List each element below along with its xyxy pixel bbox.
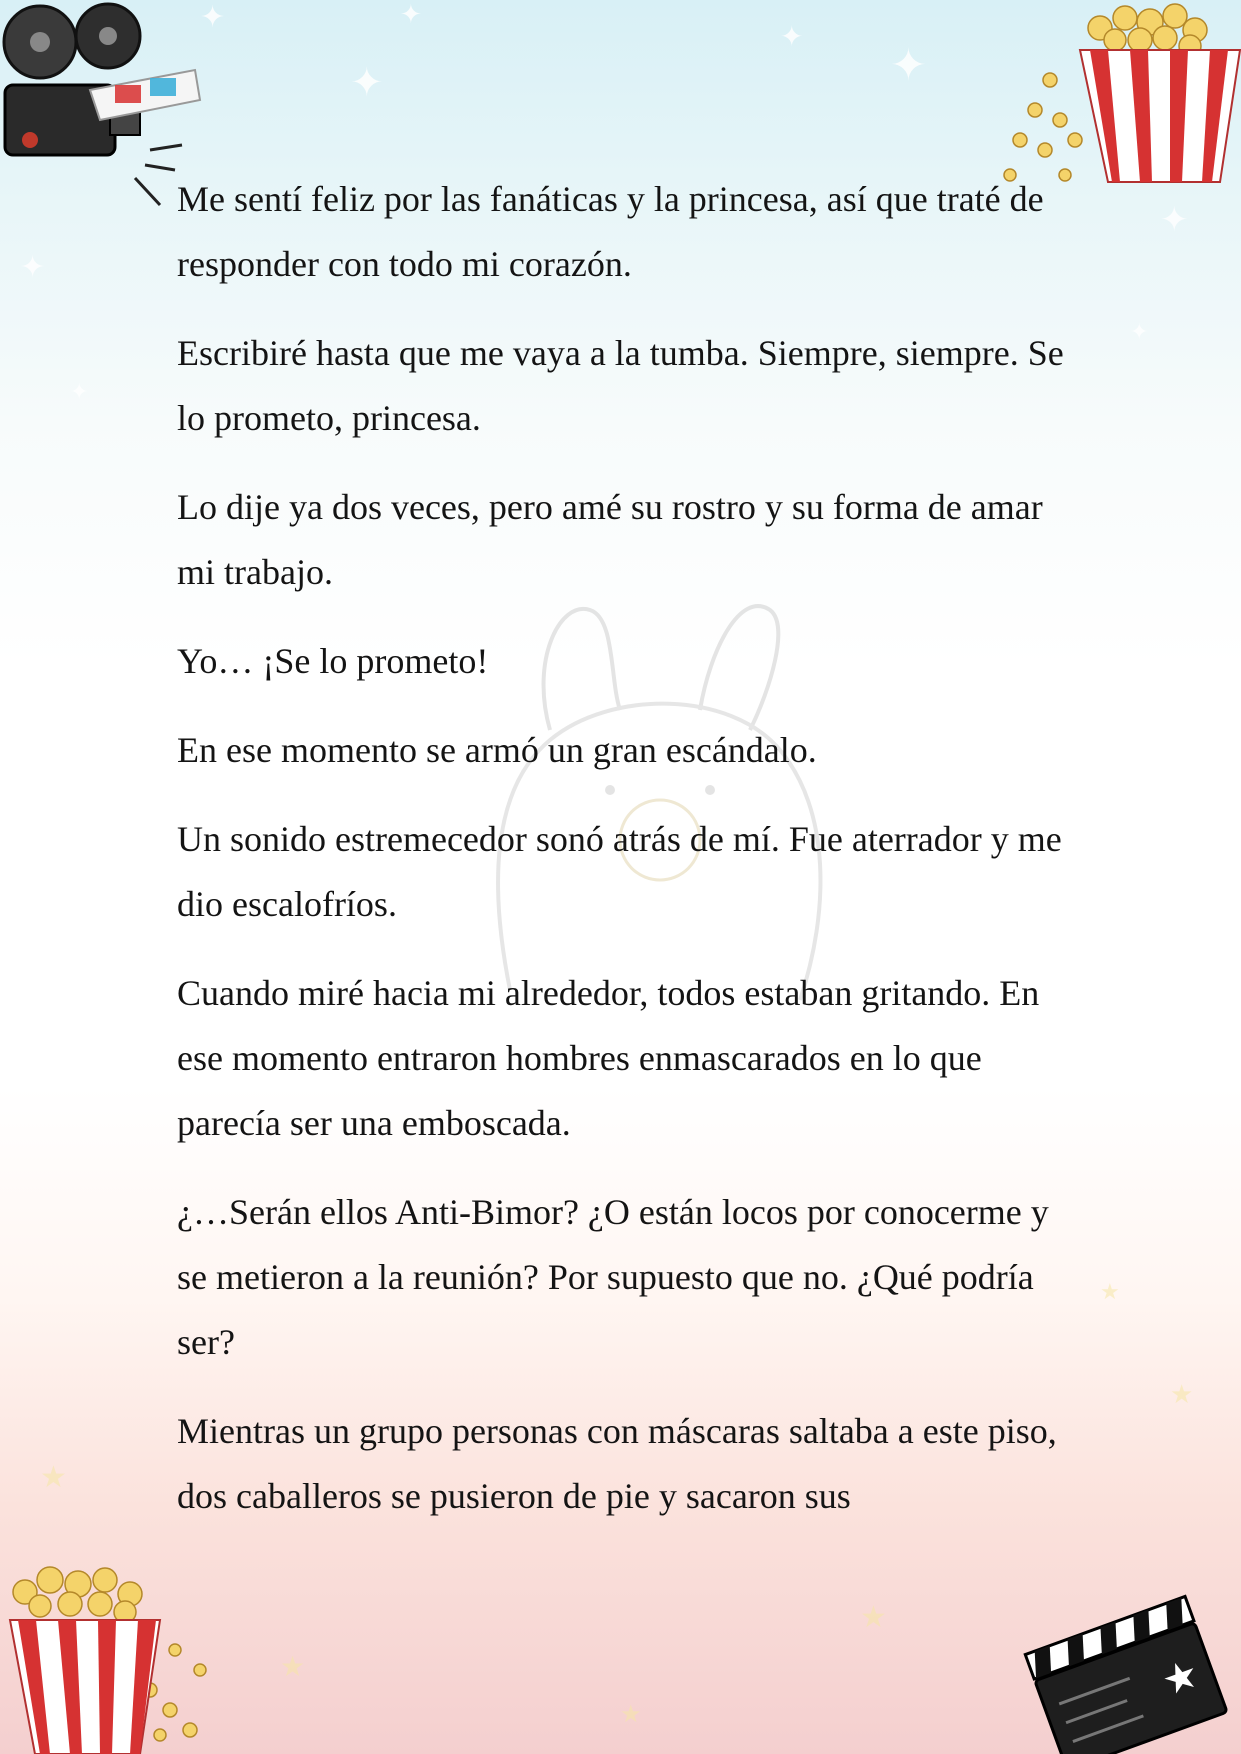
paragraph: Un sonido estremecedor sonó atrás de mí. Fue aterrador y me dio escalofríos. (177, 819, 1062, 924)
sparkle-icon: ✦ (1130, 320, 1149, 345)
svg-text:★: ★ (1155, 1650, 1206, 1706)
paragraph: Escribiré hasta que me vaya a la tumba. Siempre, siempre. Se lo prometo, princesa. (177, 333, 1064, 438)
star-icon: ★ (280, 1650, 306, 1683)
sparkle-icon: ✦ (70, 380, 89, 405)
paragraph: Mientras un grupo personas con máscaras saltaba a este piso, dos caballeros se pusieron de pie y sacaron sus (177, 1411, 1057, 1516)
sparkle-icon: ✦ (890, 40, 927, 91)
sparkle-icon: ✦ (1160, 200, 1189, 240)
sparkle-icon: ✦ (350, 60, 384, 106)
story-text (177, 167, 1077, 1553)
paragraph: Yo… ¡Se lo prometo! (177, 641, 489, 681)
clapperboard-icon (1010, 1570, 1241, 1754)
star-icon: ★ (40, 1460, 67, 1495)
paragraph: Me sentí feliz por las fanáticas y la princesa, así que traté de responder con todo mi corazón. (177, 179, 1044, 284)
sparkle-icon: ✦ (780, 20, 804, 53)
star-icon: ★ (860, 1600, 887, 1635)
sparkle-icon: ✦ (20, 250, 46, 285)
sparkle-icon: ✦ (200, 0, 226, 35)
sparkle-icon: ✦ (400, 0, 422, 30)
paragraph: En ese momento se armó un gran escándalo. (177, 730, 817, 770)
star-icon: ★ (620, 1700, 642, 1728)
star-icon: ★ (1170, 1380, 1194, 1410)
popcorn-bucket-icon (0, 1560, 230, 1754)
star-icon: ★ (1100, 1280, 1120, 1305)
paragraph: Lo dije ya dos veces, pero amé su rostro y su forma de amar mi trabajo. (177, 487, 1043, 592)
paragraph: Cuando miré hacia mi alrededor, todos estaban gritando. En ese momento entraron hombres enmascarados en lo que parecía ser una emboscada. (177, 973, 1040, 1143)
paragraph: ¿…Serán ellos Anti-Bimor? ¿O están locos por conocerme y se metieron a la reunión? Por supuesto que no. ¿Qué podría ser? (177, 1192, 1049, 1362)
popcorn-bucket-icon (990, 0, 1241, 190)
